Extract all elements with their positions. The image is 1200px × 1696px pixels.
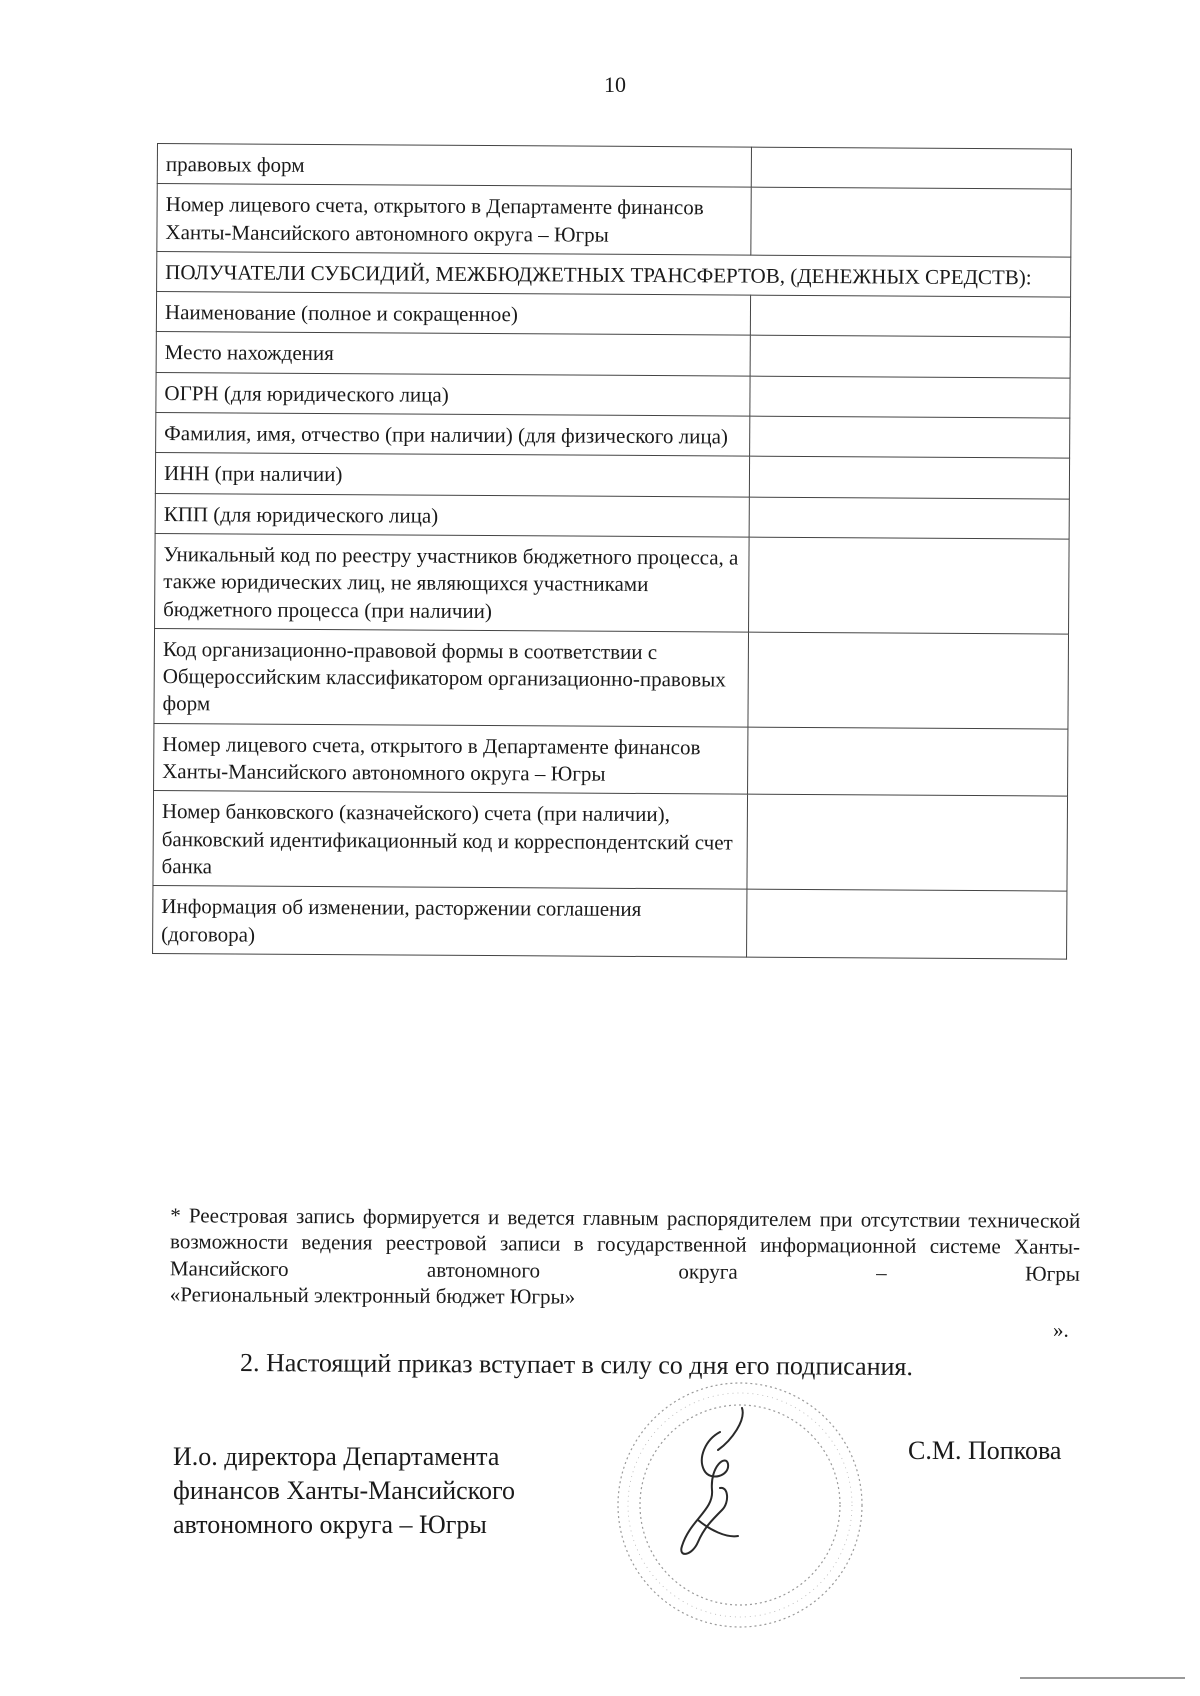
field-label: ОГРН (для юридического лица) <box>156 372 750 416</box>
field-label: Фамилия, имя, отчество (при наличии) (для физического лица) <box>156 413 750 457</box>
field-value <box>746 889 1067 959</box>
table-row <box>156 332 1070 378</box>
field-value <box>749 376 1070 418</box>
table-row <box>154 628 1069 728</box>
footnote-last-line: «Региональный электронный бюджет Югры» <box>169 1281 576 1309</box>
field-value <box>749 456 1070 498</box>
table-row <box>157 184 1071 257</box>
official-stamp-and-signature <box>600 1370 880 1640</box>
signatory-name: С.М. Попкова <box>908 1436 1062 1465</box>
field-value <box>750 187 1071 257</box>
field-value <box>748 537 1069 634</box>
signatory-title-line: И.о. директора Департамента <box>173 1442 500 1471</box>
field-value <box>747 794 1068 891</box>
table-row <box>153 886 1067 959</box>
field-label: Место нахождения <box>156 332 750 376</box>
field-value <box>748 632 1069 729</box>
signatory-title <box>173 1440 613 1541</box>
signature-icon <box>681 1408 742 1554</box>
table-row <box>156 413 1070 459</box>
signatory-title-line: финансов Ханты-Мансийского <box>173 1475 515 1505</box>
field-value <box>751 147 1072 189</box>
field-label: Наименование (полное и сокращенное) <box>156 292 750 336</box>
corner-divider <box>1020 1677 1185 1679</box>
field-label: Информация об изменении, расторжении соглашения (договора) <box>153 886 747 957</box>
table-row <box>155 453 1069 499</box>
page-number: 10 <box>604 72 626 97</box>
field-label: КПП (для юридического лица) <box>155 493 749 537</box>
signatory-title-line: автономного округа – Югры <box>173 1509 487 1539</box>
table-section-row <box>157 251 1071 297</box>
field-label: Уникальный код по реестру участников бюджетного процесса, а также юридических лиц, не являющихся участниками бюджетного процесса (при наличии) <box>155 533 749 632</box>
table-row <box>156 372 1070 418</box>
field-value <box>749 497 1070 539</box>
section-heading: ПОЛУЧАТЕЛИ СУБСИДИЙ, МЕЖБЮДЖЕТНЫХ ТРАНСФЕРТОВ, (ДЕНЕЖНЫХ СРЕДСТВ): <box>157 251 1071 297</box>
field-value <box>749 416 1070 458</box>
closing-quote: ». <box>1053 1318 1069 1342</box>
field-value <box>750 295 1071 337</box>
order-clause: 2. Настоящий приказ вступает в силу со дня его подписания. <box>239 1347 914 1382</box>
table-row <box>156 292 1070 338</box>
table-row <box>153 791 1068 891</box>
field-label: Номер лицевого счета, открытого в Департаменте финансов Ханты-Мансийского автономного округа – Югры <box>154 723 748 794</box>
footnote <box>170 1202 1081 1313</box>
field-value <box>747 727 1068 797</box>
field-label: ИНН (при наличии) <box>155 453 749 497</box>
field-value <box>750 336 1071 378</box>
table-row <box>155 533 1070 633</box>
footnote-text: * Реестровая запись формируется и ведется главным распорядителем при отсутствии технической возможности ведения реестровой записи в государственной информационной системе Ханты-Мансийского автономного округа – Югры <box>169 1203 1081 1286</box>
field-label: Номер лицевого счета, открытого в Департаменте финансов Ханты-Мансийского автономного округа – Югры <box>157 184 751 255</box>
field-label: правовых форм <box>157 144 751 188</box>
registry-form-table <box>152 143 1072 959</box>
field-label: Код организационно-правовой формы в соответствии с Общероссийским классификатором организационно-правовых форм <box>154 628 748 727</box>
table-row <box>157 144 1071 190</box>
table-row <box>155 493 1069 539</box>
table-row <box>154 723 1068 796</box>
field-label: Номер банковского (казначейского) счета (при наличии), банковский идентификационный код и корреспондентский счет банка <box>153 791 747 890</box>
